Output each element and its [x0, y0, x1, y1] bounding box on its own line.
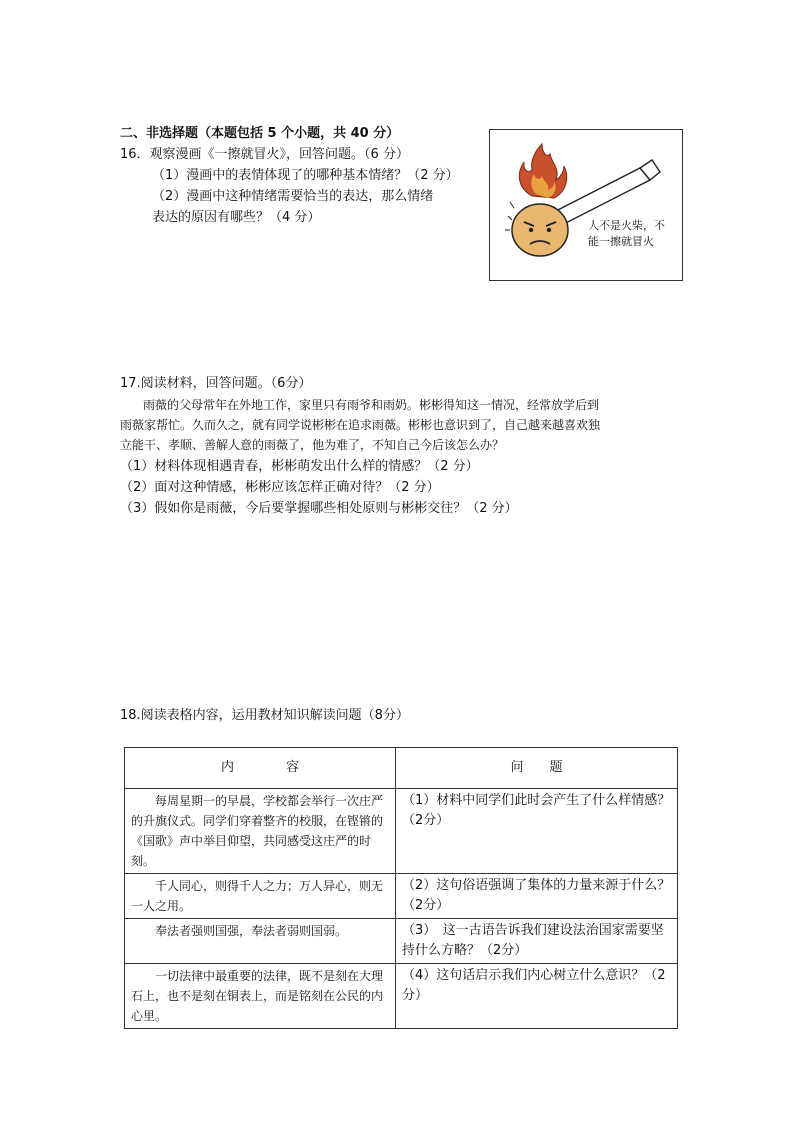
cartoon-caption	[588, 218, 665, 250]
header-question: 问 题	[396, 748, 678, 789]
q18-stem: 18.阅读表格内容，运用教材知识解读问题（8分）	[120, 708, 409, 723]
q17-sub2: （2）面对这种情感，彬彬应该怎样正确对待？（2 分）	[120, 480, 440, 495]
row2-question: （2）这句俗语强调了集体的力量来源于什么？（2分）	[396, 874, 678, 919]
q17-sub1: （1）材料体现相遇青春，彬彬萌发出什么样的情感？（2 分）	[120, 459, 479, 474]
cartoon-caption-line2: 能一擦就冒火	[588, 235, 654, 248]
q16-stem: 16．观察漫画《一擦就冒火》，回答问题。（6 分）	[120, 147, 409, 162]
row1-content: 每周星期一的早晨，学校都会举行一次庄严的升旗仪式。同学们穿着整齐的校服，在铿锵的《国歌》声中举目仰望，共同感受这庄严的时刻。	[125, 789, 396, 874]
table-row	[125, 789, 678, 874]
q18-table	[124, 747, 678, 1029]
table-row	[125, 964, 678, 1029]
table-row	[125, 874, 678, 919]
cartoon-image	[489, 129, 683, 281]
cartoon-caption-line1: 人不是火柴，不	[588, 219, 665, 232]
q17-passage-line2: 雨薇家帮忙。久而久之，就有同学说彬彬在追求雨薇。彬彬也意识到了，自己越来越喜欢独	[120, 418, 601, 432]
header-content: 内 容	[125, 748, 396, 789]
q17-sub3: （3）假如你是雨薇，今后要掌握哪些相处原则与彬彬交往？（2 分）	[120, 501, 518, 516]
row2-content: 千人同心，则得千人之力；万人异心，则无一人之用。	[125, 874, 396, 919]
row4-content: 一切法律中最重要的法律，既不是刻在大理石上，也不是刻在铜表上，而是铭刻在公民的内心里。	[125, 964, 396, 1029]
q17-stem: 17.阅读材料，回答问题。（6分）	[120, 376, 312, 391]
q16-sub2-line1: （2）漫画中这种情绪需要恰当的表达，那么情绪	[152, 189, 434, 204]
row4-question: （4）这句话启示我们内心树立什么意识？（2分）	[396, 964, 678, 1029]
match-face-illustration	[490, 130, 682, 280]
q17-passage-line1: 雨薇的父母常年在外地工作，家里只有雨爷和雨奶。彬彬得知这一情况，经常放学后到	[143, 398, 600, 412]
q17-passage-line3: 立能干、孝顺、善解人意的雨薇了，他为难了，不知自己今后该怎么办？	[120, 438, 505, 452]
row3-question: （3） 这一古语告诉我们建设法治国家需要坚持什么方略？（2分）	[396, 919, 678, 964]
row1-question: （1）材料中同学们此时会产生了什么样情感？（2分）	[396, 789, 678, 874]
table-row	[125, 919, 678, 964]
section-title: 二、非选择题（本题包括 5 个小题，共 40 分）	[120, 126, 400, 141]
q16-sub1: （1）漫画中的表情体现了的哪种基本情绪？（2 分）	[152, 168, 459, 183]
table-header-row	[125, 748, 678, 789]
q16-sub2-line2: 表达的原因有哪些？（4 分）	[152, 210, 321, 225]
row3-content: 奉法者强则国强，奉法者弱则国弱。	[125, 919, 396, 964]
